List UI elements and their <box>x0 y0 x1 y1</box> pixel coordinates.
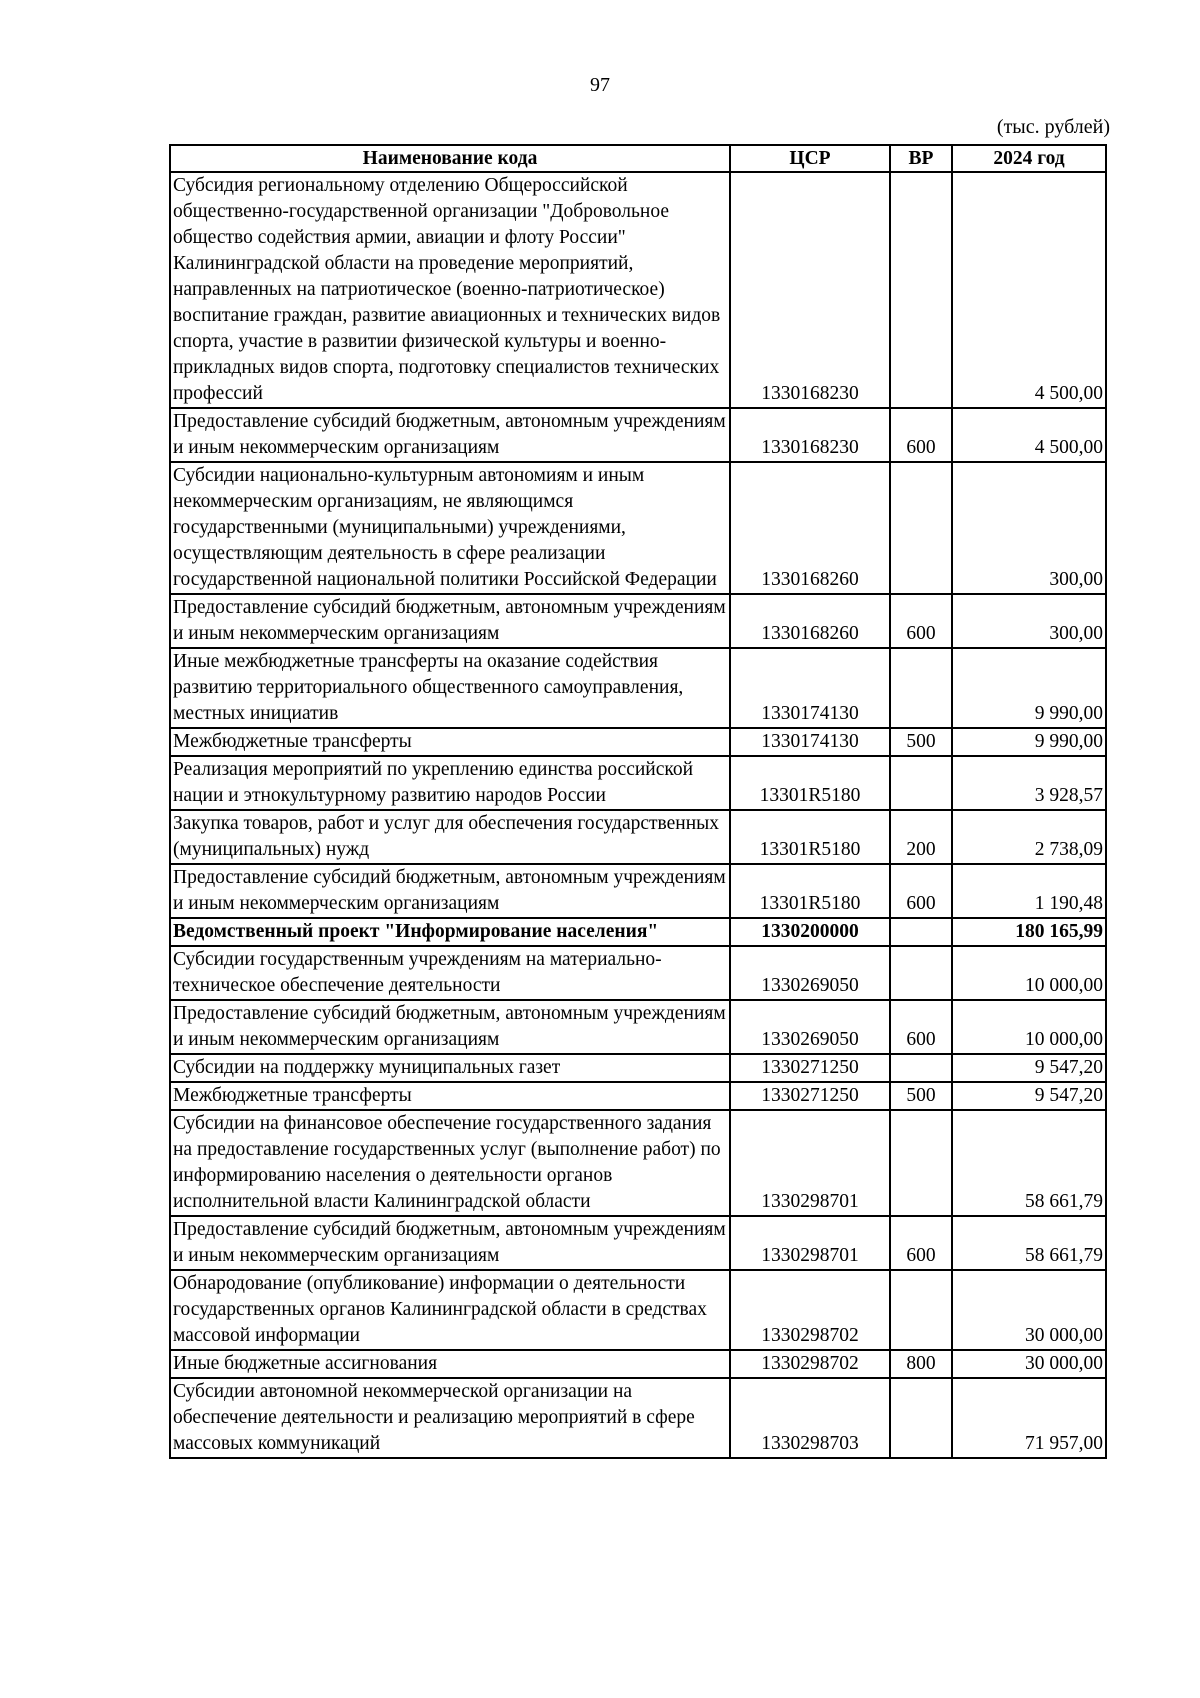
table-row <box>170 462 1106 594</box>
table-row <box>170 728 1106 756</box>
row-name-cell: Обнародование (опубликование) информации о деятельности государственных органов Калининградской области в средствах массовой информации <box>170 1270 730 1350</box>
row-name-cell: Реализация мероприятий по укреплению единства российской нации и этнокультурному развитию народов России <box>170 756 730 810</box>
row-vr-cell <box>890 946 952 1000</box>
row-sum-cell: 58 661,79 <box>952 1110 1106 1216</box>
row-sum-cell: 3 928,57 <box>952 756 1106 810</box>
row-vr-cell: 200 <box>890 810 952 864</box>
row-sum-cell: 300,00 <box>952 462 1106 594</box>
row-name-cell: Предоставление субсидий бюджетным, автономным учреждениям и иным некоммерческим организациям <box>170 864 730 918</box>
row-sum-cell: 58 661,79 <box>952 1216 1106 1270</box>
row-csr-cell: 1330174130 <box>730 648 890 728</box>
table-row <box>170 1270 1106 1350</box>
row-vr-cell: 600 <box>890 594 952 648</box>
table-row <box>170 1110 1106 1216</box>
row-name-cell: Предоставление субсидий бюджетным, автономным учреждениям и иным некоммерческим организациям <box>170 1216 730 1270</box>
row-vr-cell <box>890 918 952 946</box>
row-name-cell: Субсидии на финансовое обеспечение государственного задания на предоставление государственных услуг (выполнение работ) по информированию населения о деятельности органов исполнительной власти Калининградской области <box>170 1110 730 1216</box>
header-csr: ЦСР <box>730 145 890 172</box>
row-vr-cell: 500 <box>890 1082 952 1110</box>
row-csr-cell: 1330298701 <box>730 1216 890 1270</box>
row-name-cell: Закупка товаров, работ и услуг для обеспечения государственных (муниципальных) нужд <box>170 810 730 864</box>
table-row <box>170 864 1106 918</box>
row-csr-cell: 1330269050 <box>730 1000 890 1054</box>
row-sum-cell: 30 000,00 <box>952 1270 1106 1350</box>
header-year: 2024 год <box>952 145 1106 172</box>
row-csr-cell: 13301R5180 <box>730 756 890 810</box>
row-csr-cell: 1330271250 <box>730 1054 890 1082</box>
page-number: 97 <box>590 74 610 96</box>
table-row <box>170 946 1106 1000</box>
table-row <box>170 1082 1106 1110</box>
table-row <box>170 1350 1106 1378</box>
row-vr-cell <box>890 172 952 408</box>
row-vr-cell: 800 <box>890 1350 952 1378</box>
row-vr-cell <box>890 462 952 594</box>
row-vr-cell <box>890 756 952 810</box>
row-csr-cell: 1330200000 <box>730 918 890 946</box>
row-sum-cell: 9 547,20 <box>952 1054 1106 1082</box>
row-vr-cell: 600 <box>890 1216 952 1270</box>
row-csr-cell: 1330168260 <box>730 462 890 594</box>
row-sum-cell: 9 990,00 <box>952 648 1106 728</box>
header-vr: ВР <box>890 145 952 172</box>
row-csr-cell: 1330298701 <box>730 1110 890 1216</box>
table-row <box>170 1000 1106 1054</box>
row-csr-cell: 1330298702 <box>730 1270 890 1350</box>
row-vr-cell <box>890 1270 952 1350</box>
row-csr-cell: 1330168230 <box>730 172 890 408</box>
row-name-cell: Предоставление субсидий бюджетным, автономным учреждениям и иным некоммерческим организациям <box>170 594 730 648</box>
row-csr-cell: 1330269050 <box>730 946 890 1000</box>
row-sum-cell: 9 990,00 <box>952 728 1106 756</box>
row-sum-cell: 180 165,99 <box>952 918 1106 946</box>
row-sum-cell: 4 500,00 <box>952 172 1106 408</box>
table-row <box>170 648 1106 728</box>
row-name-cell: Субсидии национально-культурным автономиям и иным некоммерческим организациям, не являющимся государственными (муниципальными) учреждениями, осуществляющим деятельность в сфере реализации государственной национальной политики Российской Федерации <box>170 462 730 594</box>
row-vr-cell <box>890 1110 952 1216</box>
row-vr-cell: 600 <box>890 1000 952 1054</box>
row-name-cell: Предоставление субсидий бюджетным, автономным учреждениям и иным некоммерческим организациям <box>170 1000 730 1054</box>
row-csr-cell: 1330168230 <box>730 408 890 462</box>
row-csr-cell: 13301R5180 <box>730 864 890 918</box>
row-csr-cell: 1330168260 <box>730 594 890 648</box>
row-name-cell: Межбюджетные трансферты <box>170 728 730 756</box>
table-row <box>170 408 1106 462</box>
row-sum-cell: 10 000,00 <box>952 946 1106 1000</box>
table-header-row <box>170 145 1106 172</box>
table-row <box>170 756 1106 810</box>
row-name-cell: Иные бюджетные ассигнования <box>170 1350 730 1378</box>
row-name-cell: Субсидии автономной некоммерческой организации на обеспечение деятельности и реализацию мероприятий в сфере массовых коммуникаций <box>170 1378 730 1458</box>
row-name-cell: Иные межбюджетные трансферты на оказание содействия развитию территориального общественного самоуправления, местных инициатив <box>170 648 730 728</box>
table-row <box>170 918 1106 946</box>
row-vr-cell: 600 <box>890 864 952 918</box>
table-row <box>170 172 1106 408</box>
row-name-cell: Субсидии государственным учреждениям на материально-техническое обеспечение деятельности <box>170 946 730 1000</box>
row-sum-cell: 71 957,00 <box>952 1378 1106 1458</box>
row-sum-cell: 300,00 <box>952 594 1106 648</box>
table-row <box>170 1216 1106 1270</box>
table-row <box>170 1378 1106 1458</box>
row-vr-cell <box>890 648 952 728</box>
row-vr-cell: 600 <box>890 408 952 462</box>
row-csr-cell: 1330174130 <box>730 728 890 756</box>
table-row <box>170 1054 1106 1082</box>
row-name-cell: Предоставление субсидий бюджетным, автономным учреждениям и иным некоммерческим организациям <box>170 408 730 462</box>
row-name-cell: Ведомственный проект "Информирование населения" <box>170 918 730 946</box>
header-name: Наименование кода <box>170 145 730 172</box>
row-sum-cell: 30 000,00 <box>952 1350 1106 1378</box>
row-sum-cell: 9 547,20 <box>952 1082 1106 1110</box>
row-csr-cell: 1330298702 <box>730 1350 890 1378</box>
row-csr-cell: 1330271250 <box>730 1082 890 1110</box>
row-vr-cell: 500 <box>890 728 952 756</box>
table-row <box>170 810 1106 864</box>
table-row <box>170 594 1106 648</box>
row-sum-cell: 10 000,00 <box>952 1000 1106 1054</box>
row-sum-cell: 1 190,48 <box>952 864 1106 918</box>
row-sum-cell: 4 500,00 <box>952 408 1106 462</box>
units-label: (тыс. рублей) <box>996 116 1110 138</box>
row-name-cell: Субсидия региональному отделению Общероссийской общественно-государственной организации "Добровольное общество содействия армии, авиации и флоту России" Калининградской области на проведение мероприятий, направленных на патриотическое (военно-патриотическое) воспитание граждан, развитие авиационных и технических видов спорта, участие в развитии физической культуры и военно-прикладных видов спорта, подготовку специалистов технических профессий <box>170 172 730 408</box>
budget-table <box>169 144 1107 1459</box>
row-sum-cell: 2 738,09 <box>952 810 1106 864</box>
row-vr-cell <box>890 1054 952 1082</box>
row-name-cell: Межбюджетные трансферты <box>170 1082 730 1110</box>
row-name-cell: Субсидии на поддержку муниципальных газет <box>170 1054 730 1082</box>
row-csr-cell: 1330298703 <box>730 1378 890 1458</box>
row-vr-cell <box>890 1378 952 1458</box>
row-csr-cell: 13301R5180 <box>730 810 890 864</box>
